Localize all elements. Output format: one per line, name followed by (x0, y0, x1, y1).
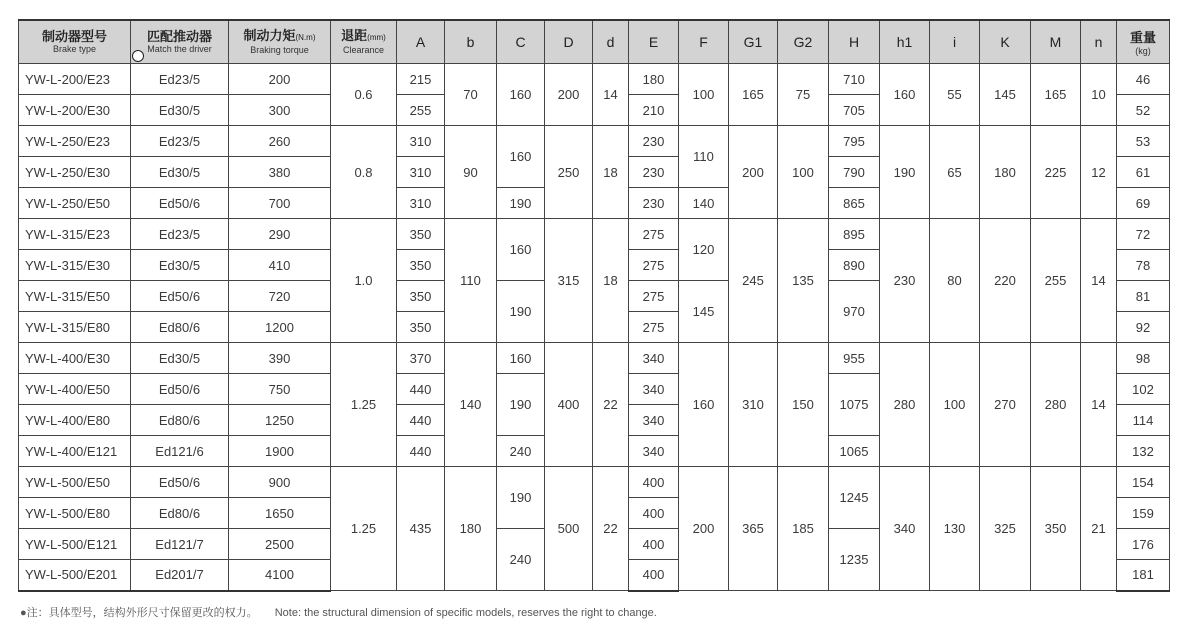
torque-cell: 2500 (229, 529, 331, 560)
model-cell: YW-L-500/E50 (19, 467, 131, 498)
dim-g1-cell: 310 (729, 343, 778, 467)
dim-b-cell: 180 (445, 467, 497, 591)
dim-c-cell: 160 (497, 64, 545, 126)
table-row (19, 219, 1170, 250)
weight-cell: 81 (1117, 281, 1170, 312)
torque-cell: 300 (229, 95, 331, 126)
dim-e-cell: 210 (629, 95, 679, 126)
model-cell: YW-L-500/E121 (19, 529, 131, 560)
dim-h-cell: 970 (829, 281, 880, 343)
model-cell: YW-L-315/E80 (19, 312, 131, 343)
dim-d-lower-cell: 18 (593, 219, 629, 343)
weight-cell: 69 (1117, 188, 1170, 219)
dim-d-upper-cell: 500 (545, 467, 593, 591)
dim-a-cell: 310 (397, 126, 445, 157)
dim-e-cell: 340 (629, 374, 679, 405)
dim-f-cell: 120 (679, 219, 729, 281)
dim-h-cell: 790 (829, 157, 880, 188)
weight-cell: 114 (1117, 405, 1170, 436)
dim-m-cell: 255 (1031, 219, 1081, 343)
dim-g1-cell: 245 (729, 219, 778, 343)
dim-e-cell: 275 (629, 250, 679, 281)
header-model: 制动器型号 Brake type (19, 20, 131, 64)
dim-c-cell: 190 (497, 188, 545, 219)
header-dim-m: M (1031, 20, 1081, 64)
dim-n-cell: 21 (1081, 467, 1117, 591)
dim-d-upper-cell: 400 (545, 343, 593, 467)
torque-cell: 1900 (229, 436, 331, 467)
weight-cell: 176 (1117, 529, 1170, 560)
dim-h-cell: 710 (829, 64, 880, 95)
dim-e-cell: 340 (629, 436, 679, 467)
dim-d-upper-cell: 250 (545, 126, 593, 219)
dim-f-cell: 160 (679, 343, 729, 467)
dim-d-lower-cell: 22 (593, 343, 629, 467)
dim-a-cell: 440 (397, 374, 445, 405)
driver-cell: Ed30/5 (131, 157, 229, 188)
dim-a-cell: 435 (397, 467, 445, 591)
model-cell: YW-L-250/E50 (19, 188, 131, 219)
dim-d-lower-cell: 18 (593, 126, 629, 219)
dim-d-upper-cell: 315 (545, 219, 593, 343)
dim-g2-cell: 185 (778, 467, 829, 591)
driver-cell: Ed201/7 (131, 560, 229, 591)
dim-e-cell: 180 (629, 64, 679, 95)
footnote (20, 604, 671, 620)
dim-a-cell: 350 (397, 219, 445, 250)
weight-cell: 72 (1117, 219, 1170, 250)
model-cell: YW-L-200/E30 (19, 95, 131, 126)
dim-h-cell: 705 (829, 95, 880, 126)
model-cell: YW-L-315/E23 (19, 219, 131, 250)
header-torque: 制动力矩(N.m) Braking torque (229, 20, 331, 64)
header-dim-h1: h1 (880, 20, 930, 64)
dim-c-cell: 160 (497, 219, 545, 281)
dim-i-cell: 130 (930, 467, 980, 591)
footnote-cn: ●注：具体型号，结构外形尺寸保留更改的权力。 (20, 607, 258, 619)
dim-c-cell: 190 (497, 467, 545, 529)
dim-a-cell: 255 (397, 95, 445, 126)
weight-cell: 159 (1117, 498, 1170, 529)
dim-b-cell: 70 (445, 64, 497, 126)
dim-m-cell: 225 (1031, 126, 1081, 219)
torque-cell: 720 (229, 281, 331, 312)
dim-h1-cell: 190 (880, 126, 930, 219)
dim-i-cell: 100 (930, 343, 980, 467)
torque-cell: 1200 (229, 312, 331, 343)
model-cell: YW-L-315/E30 (19, 250, 131, 281)
model-cell: YW-L-400/E80 (19, 405, 131, 436)
dim-i-cell: 65 (930, 126, 980, 219)
dim-g1-cell: 200 (729, 126, 778, 219)
dim-g2-cell: 150 (778, 343, 829, 467)
dim-d-lower-cell: 14 (593, 64, 629, 126)
dim-h-cell: 890 (829, 250, 880, 281)
clearance-cell: 1.25 (331, 467, 397, 591)
table-row (19, 64, 1170, 95)
header-dim-n: n (1081, 20, 1117, 64)
driver-cell: Ed30/5 (131, 250, 229, 281)
model-cell: YW-L-250/E23 (19, 126, 131, 157)
model-cell: YW-L-400/E121 (19, 436, 131, 467)
dim-h1-cell: 340 (880, 467, 930, 591)
dim-c-cell: 190 (497, 281, 545, 343)
driver-cell: Ed50/6 (131, 467, 229, 498)
dim-h-cell: 1075 (829, 374, 880, 436)
clearance-cell: 1.25 (331, 343, 397, 467)
driver-cell: Ed80/6 (131, 498, 229, 529)
dim-c-cell: 240 (497, 436, 545, 467)
dim-k-cell: 145 (980, 64, 1031, 126)
dim-a-cell: 350 (397, 281, 445, 312)
torque-cell: 1650 (229, 498, 331, 529)
dim-m-cell: 165 (1031, 64, 1081, 126)
dim-e-cell: 230 (629, 126, 679, 157)
torque-cell: 290 (229, 219, 331, 250)
dim-e-cell: 340 (629, 405, 679, 436)
dim-b-cell: 90 (445, 126, 497, 219)
dim-b-cell: 110 (445, 219, 497, 343)
dim-k-cell: 325 (980, 467, 1031, 591)
dim-a-cell: 310 (397, 157, 445, 188)
weight-cell: 78 (1117, 250, 1170, 281)
header-driver: 匹配推动器 Match the driver (131, 20, 229, 64)
dim-a-cell: 440 (397, 405, 445, 436)
weight-cell: 92 (1117, 312, 1170, 343)
dim-e-cell: 400 (629, 498, 679, 529)
torque-cell: 750 (229, 374, 331, 405)
header-dim-h-upper: H (829, 20, 880, 64)
weight-cell: 98 (1117, 343, 1170, 374)
torque-cell: 380 (229, 157, 331, 188)
weight-cell: 181 (1117, 560, 1170, 591)
dim-e-cell: 400 (629, 529, 679, 560)
clearance-cell: 1.0 (331, 219, 397, 343)
weight-cell: 154 (1117, 467, 1170, 498)
header-dim-c: C (497, 20, 545, 64)
driver-cell: Ed50/6 (131, 374, 229, 405)
dim-k-cell: 270 (980, 343, 1031, 467)
dim-e-cell: 400 (629, 560, 679, 591)
dim-e-cell: 230 (629, 157, 679, 188)
dim-e-cell: 275 (629, 312, 679, 343)
header-dim-d-upper: D (545, 20, 593, 64)
dim-e-cell: 230 (629, 188, 679, 219)
dim-h-cell: 865 (829, 188, 880, 219)
dim-h-cell: 895 (829, 219, 880, 250)
dim-n-cell: 14 (1081, 219, 1117, 343)
dim-h-cell: 955 (829, 343, 880, 374)
dim-i-cell: 80 (930, 219, 980, 343)
dim-n-cell: 12 (1081, 126, 1117, 219)
driver-cell: Ed80/6 (131, 405, 229, 436)
dim-n-cell: 14 (1081, 343, 1117, 467)
dim-f-cell: 140 (679, 188, 729, 219)
header-dim-k: K (980, 20, 1031, 64)
dim-c-cell: 190 (497, 374, 545, 436)
driver-cell: Ed50/6 (131, 281, 229, 312)
dim-i-cell: 55 (930, 64, 980, 126)
dim-e-cell: 275 (629, 281, 679, 312)
dim-f-cell: 110 (679, 126, 729, 188)
dim-h-cell: 795 (829, 126, 880, 157)
driver-cell: Ed23/5 (131, 219, 229, 250)
footnote-en: Note: the structural dimension of specific models, reserves the right to change. (274, 607, 657, 619)
dim-g1-cell: 365 (729, 467, 778, 591)
driver-cell: Ed30/5 (131, 343, 229, 374)
weight-cell: 132 (1117, 436, 1170, 467)
driver-cell: Ed121/6 (131, 436, 229, 467)
dim-d-upper-cell: 200 (545, 64, 593, 126)
header-clearance: 退距(mm) Clearance (331, 20, 397, 64)
torque-cell: 700 (229, 188, 331, 219)
dim-f-cell: 100 (679, 64, 729, 126)
dim-h-cell: 1065 (829, 436, 880, 467)
dim-m-cell: 350 (1031, 467, 1081, 591)
torque-cell: 1250 (229, 405, 331, 436)
dim-h-cell: 1245 (829, 467, 880, 529)
header-dim-a: A (397, 20, 445, 64)
dim-b-cell: 140 (445, 343, 497, 467)
dim-g2-cell: 135 (778, 219, 829, 343)
model-cell: YW-L-200/E23 (19, 64, 131, 95)
dim-g1-cell: 165 (729, 64, 778, 126)
dim-a-cell: 440 (397, 436, 445, 467)
dim-g2-cell: 75 (778, 64, 829, 126)
dim-f-cell: 200 (679, 467, 729, 591)
driver-cell: Ed80/6 (131, 312, 229, 343)
model-cell: YW-L-315/E50 (19, 281, 131, 312)
header-dim-e: E (629, 20, 679, 64)
dim-n-cell: 10 (1081, 64, 1117, 126)
table-row (19, 467, 1170, 498)
dim-a-cell: 370 (397, 343, 445, 374)
header-dim-b: b (445, 20, 497, 64)
model-cell: YW-L-400/E30 (19, 343, 131, 374)
torque-cell: 200 (229, 64, 331, 95)
weight-cell: 61 (1117, 157, 1170, 188)
driver-cell: Ed121/7 (131, 529, 229, 560)
weight-cell: 46 (1117, 64, 1170, 95)
model-cell: YW-L-250/E30 (19, 157, 131, 188)
dim-f-cell: 145 (679, 281, 729, 343)
dim-c-cell: 240 (497, 529, 545, 591)
weight-cell: 53 (1117, 126, 1170, 157)
driver-cell: Ed30/5 (131, 95, 229, 126)
header-dim-g2: G2 (778, 20, 829, 64)
torque-cell: 4100 (229, 560, 331, 591)
header-dim-d-lower: d (593, 20, 629, 64)
dim-a-cell: 215 (397, 64, 445, 95)
torque-cell: 260 (229, 126, 331, 157)
header-dim-f: F (679, 20, 729, 64)
dim-g2-cell: 100 (778, 126, 829, 219)
spec-table (18, 19, 1170, 592)
torque-cell: 410 (229, 250, 331, 281)
dim-c-cell: 160 (497, 343, 545, 374)
table-row (19, 126, 1170, 157)
header-dim-i: i (930, 20, 980, 64)
torque-cell: 390 (229, 343, 331, 374)
dim-k-cell: 220 (980, 219, 1031, 343)
dim-h1-cell: 160 (880, 64, 930, 126)
header-weight: 重量 (kg) (1117, 20, 1170, 64)
driver-cell: Ed23/5 (131, 126, 229, 157)
torque-cell: 900 (229, 467, 331, 498)
dim-k-cell: 180 (980, 126, 1031, 219)
header-dim-g1: G1 (729, 20, 778, 64)
weight-cell: 52 (1117, 95, 1170, 126)
driver-cell: Ed23/5 (131, 64, 229, 95)
circle-marker-icon (132, 50, 144, 62)
dim-e-cell: 400 (629, 467, 679, 498)
dim-h-cell: 1235 (829, 529, 880, 591)
dim-c-cell: 160 (497, 126, 545, 188)
clearance-cell: 0.6 (331, 64, 397, 126)
model-cell: YW-L-400/E50 (19, 374, 131, 405)
dim-a-cell: 310 (397, 188, 445, 219)
dim-a-cell: 350 (397, 250, 445, 281)
dim-h1-cell: 230 (880, 219, 930, 343)
clearance-cell: 0.8 (331, 126, 397, 219)
table-row (19, 343, 1170, 374)
dim-m-cell: 280 (1031, 343, 1081, 467)
driver-cell: Ed50/6 (131, 188, 229, 219)
weight-cell: 102 (1117, 374, 1170, 405)
dim-h1-cell: 280 (880, 343, 930, 467)
dim-e-cell: 275 (629, 219, 679, 250)
dim-a-cell: 350 (397, 312, 445, 343)
dim-e-cell: 340 (629, 343, 679, 374)
header-row (19, 20, 1170, 64)
dim-d-lower-cell: 22 (593, 467, 629, 591)
model-cell: YW-L-500/E201 (19, 560, 131, 591)
model-cell: YW-L-500/E80 (19, 498, 131, 529)
